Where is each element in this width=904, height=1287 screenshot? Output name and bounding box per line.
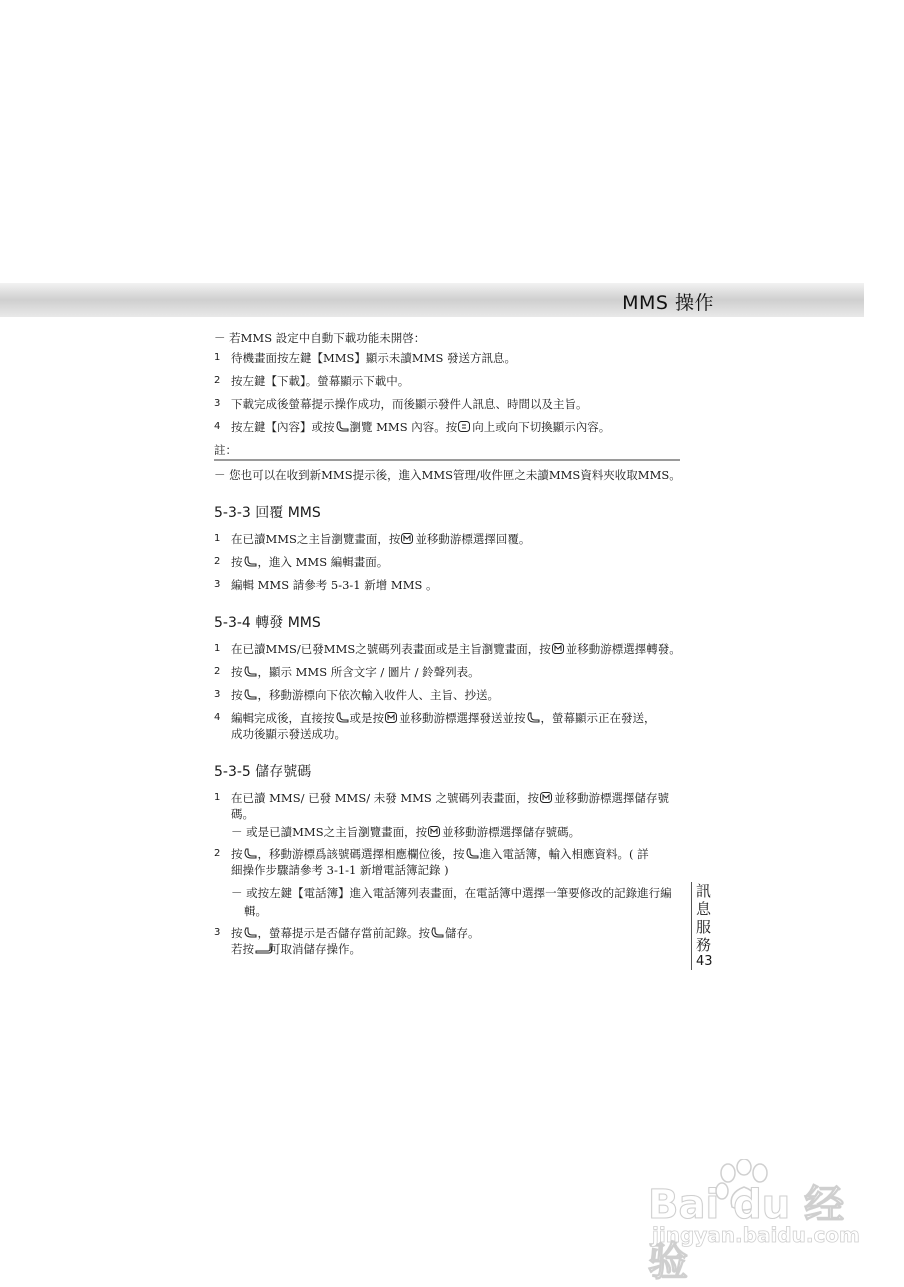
list-item — [214, 554, 684, 570]
item-text: 並移動游標選擇發送並按 — [399, 711, 526, 725]
list-item — [214, 373, 684, 389]
item-number: 2 — [214, 666, 221, 677]
item-number: 4 — [214, 712, 221, 723]
list-item — [214, 396, 684, 412]
item-text: 待機畫面按左鍵【MMS】顯示未讀MMS 發送方訊息。 — [231, 351, 517, 365]
item-text: ，螢幕顯示正在發送， — [540, 711, 656, 725]
call-key-icon — [527, 712, 540, 723]
item-text: 按 — [231, 665, 243, 679]
chapter-char: 息 — [696, 900, 712, 918]
intro-dash: － 若MMS 設定中自動下載功能未開啓： — [214, 331, 426, 345]
item-text: 並移動游標選擇儲存號碼。 — [231, 791, 669, 821]
item-text: 瀏覽 MMS 內容。按 — [349, 420, 458, 434]
item-text: 或是按 — [349, 711, 384, 725]
call-key-icon — [336, 421, 349, 432]
item-number: 3 — [214, 579, 221, 590]
list-sub-item-continued: 輯。 — [244, 904, 267, 918]
list-item — [214, 531, 684, 547]
call-key-icon — [244, 848, 257, 859]
header-band — [0, 283, 864, 317]
page-number: 43 — [696, 954, 713, 969]
call-key-icon — [431, 927, 444, 938]
item-text: ，進入 MMS 編輯畫面。 — [257, 555, 389, 569]
m-key-icon — [401, 533, 414, 544]
item-text: 可取消儲存操作。 — [269, 942, 361, 956]
list-item — [214, 577, 684, 593]
call-key-icon — [244, 666, 257, 677]
m-key-icon — [428, 826, 441, 837]
item-number: 1 — [214, 643, 221, 654]
watermark-brand: Bai du 经验 — [648, 1182, 845, 1285]
section-title-forward: 5-3-4 轉發 MMS — [214, 615, 321, 631]
item-number: 1 — [214, 533, 221, 544]
item-text: 向上或向下切換顯示內容。 — [472, 420, 611, 434]
list-item — [214, 925, 684, 957]
call-key-icon — [244, 927, 257, 938]
note-label: 註： — [214, 443, 237, 457]
list-sub-item — [214, 885, 684, 901]
call-key-icon — [336, 712, 349, 723]
item-number: 3 — [214, 398, 221, 409]
chapter-char: 訊 — [696, 882, 712, 900]
item-text: 並移動游標選擇回覆。 — [415, 532, 531, 546]
chapter-char: 服 — [696, 918, 712, 936]
item-number: 2 — [214, 375, 221, 386]
item-text: 進入電話簿，輸入相應資料。( 詳 — [479, 847, 649, 861]
item-text: 編輯 MMS 請參考 5-3-1 新增 MMS 。 — [231, 578, 438, 592]
chapter-char: 務 — [696, 936, 712, 954]
item-number: 2 — [214, 848, 221, 859]
chapter-side-label — [691, 882, 726, 970]
item-text: 細操作步驟請參考 3-1-1 新增電話簿記錄 ) — [231, 863, 449, 877]
m-key-icon — [385, 712, 398, 723]
section-title-reply: 5-3-3 回覆 MMS — [214, 505, 321, 521]
item-text: 按左鍵【下載】。螢幕顯示下載中。 — [231, 374, 410, 388]
section-title-save-number: 5-3-5 儲存號碼 — [214, 764, 312, 780]
item-text: ，顯示 MMS 所含文字 / 圖片 / 鈴聲列表。 — [257, 665, 480, 679]
item-text: 按 — [231, 926, 243, 940]
item-text: － 或按左鍵【電話簿】進入電話簿列表畫面，在電話簿中選擇一筆要修改的記錄進行編 — [231, 886, 672, 900]
list-item — [214, 350, 684, 366]
call-key-icon — [244, 556, 257, 567]
item-text: ，螢幕提示是否儲存當前記錄。按 — [257, 926, 430, 940]
list-sub-item — [214, 824, 684, 840]
nav-key-icon — [458, 421, 471, 432]
call-key-icon — [466, 848, 479, 859]
item-text: 下載完成後螢幕提示操作成功，而後顯示發件人訊息、時間以及主旨。 — [231, 397, 588, 411]
item-text: 儲存。 — [445, 926, 480, 940]
item-text: 在已讀 MMS/ 已發 MMS/ 未發 MMS 之號碼列表畫面，按 — [231, 791, 539, 805]
item-number: 3 — [214, 927, 221, 938]
item-text: － 或是已讀MMS之主旨瀏覽畫面，按 — [231, 825, 428, 839]
list-item — [214, 641, 684, 657]
note-text: － 您也可以在收到新MMS提示後，進入MMS管理/收件匣之未讀MMS資料夾收取MMS。 — [214, 468, 681, 482]
item-number: 4 — [214, 421, 221, 432]
baidu-watermark — [648, 1165, 878, 1285]
m-key-icon — [552, 643, 565, 654]
item-text: 按 — [231, 847, 243, 861]
item-text: 並移動游標選擇儲存號碼。 — [442, 825, 581, 839]
item-text: 編輯完成後，直接按 — [231, 711, 335, 725]
item-text: 成功後顯示發送成功。 — [231, 727, 346, 741]
list-item — [214, 687, 684, 703]
note-divider — [214, 459, 680, 461]
item-text: 在已讀MMS之主旨瀏覽畫面，按 — [231, 532, 401, 546]
item-text: 按 — [231, 555, 243, 569]
page-content — [214, 330, 684, 964]
item-text: 按左鍵【內容】或按 — [231, 420, 335, 434]
watermark-url: jingyan.baidu.com — [652, 1223, 860, 1247]
item-text: ，移動游標爲該號碼選擇相應欄位後，按 — [257, 847, 465, 861]
list-item — [214, 846, 684, 878]
page-title: MMS 操作 — [622, 292, 714, 314]
item-text: 若按 — [231, 942, 254, 956]
item-number: 1 — [214, 792, 221, 803]
call-key-icon — [244, 689, 257, 700]
m-key-icon — [540, 792, 553, 803]
item-text: 並移動游標選擇轉發。 — [565, 642, 681, 656]
item-number: 3 — [214, 689, 221, 700]
item-number: 1 — [214, 352, 221, 363]
item-text: ，移動游標向下依次輸入收件人、主旨、抄送。 — [257, 688, 499, 702]
item-text: 按 — [231, 688, 243, 702]
list-item — [214, 419, 684, 435]
list-item — [214, 790, 684, 822]
end-key-icon — [255, 943, 268, 954]
list-item — [214, 710, 684, 742]
item-text: 在已讀MMS/已發MMS之號碼列表畫面或是主旨瀏覽畫面，按 — [231, 642, 551, 656]
item-number: 2 — [214, 556, 221, 567]
list-item — [214, 664, 684, 680]
